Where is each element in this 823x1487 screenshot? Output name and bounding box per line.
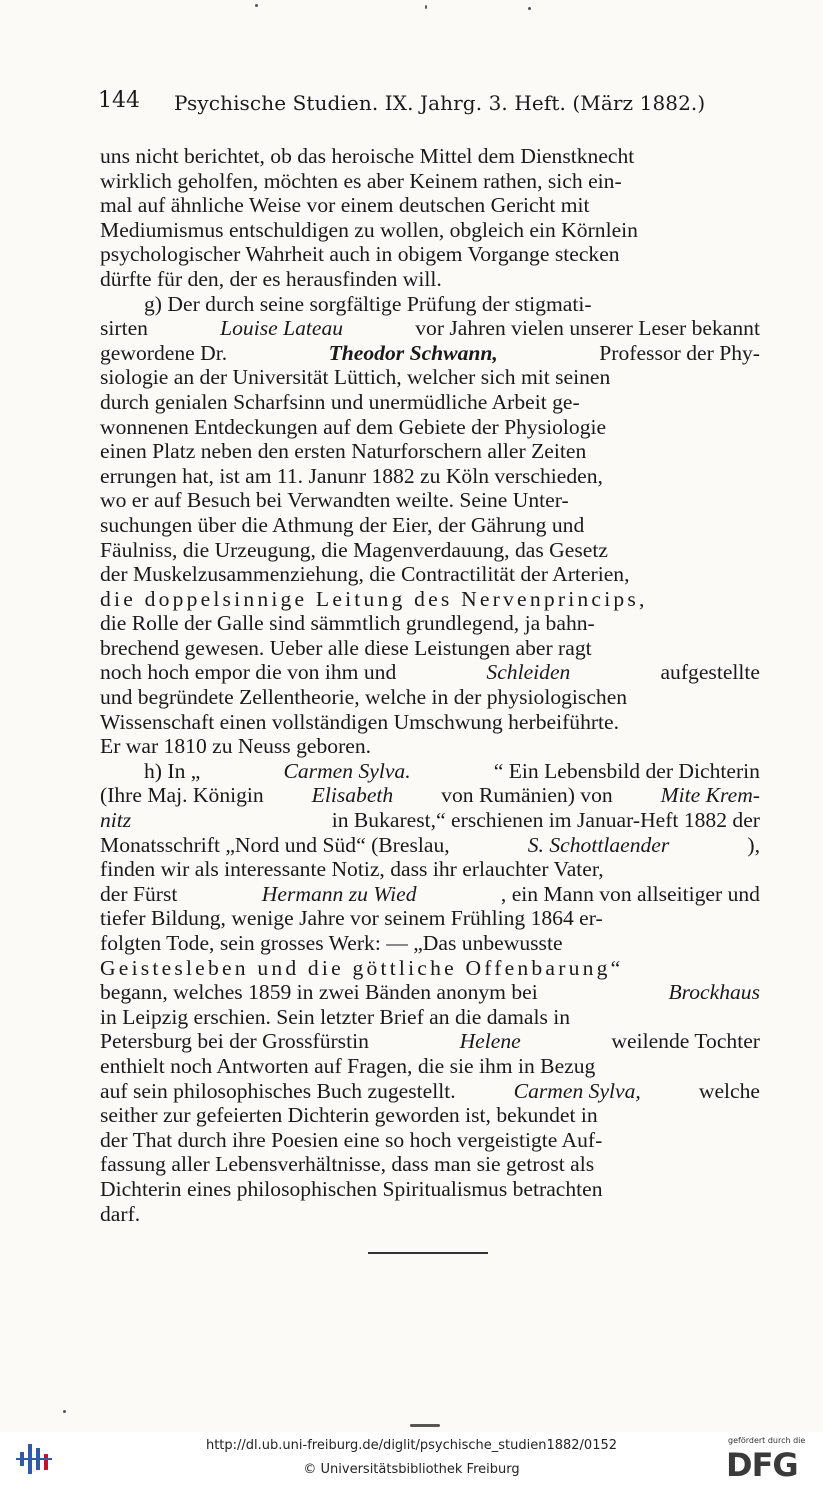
text-segment: wonnenen Entdeckungen auf dem Gebiete der Physiologie xyxy=(100,414,607,439)
text-line xyxy=(100,488,760,513)
text-segment: , ein Mann von allseitiger und xyxy=(500,881,760,906)
scan-speck xyxy=(425,5,427,9)
text-line xyxy=(100,1103,760,1128)
text-segment: “ Ein Lebensbild der Dichterin xyxy=(493,758,760,783)
text-line xyxy=(100,169,760,194)
text-line xyxy=(100,1005,760,1030)
page-header xyxy=(98,88,758,118)
text-line xyxy=(100,759,760,784)
person-name: Elisabeth xyxy=(311,783,394,808)
text-line xyxy=(100,513,760,538)
end-rule-divider xyxy=(368,1252,488,1254)
text-segment: von Rumänien) von xyxy=(441,783,613,808)
text-segment: psychologischer Wahrheit auch in obigem Vorgange stecken xyxy=(100,242,620,267)
text-line xyxy=(100,611,760,636)
text-line xyxy=(100,906,760,931)
copyright-notice: © Universitätsbibliothek Freiburg xyxy=(303,1462,520,1477)
text-segment: (Ihre Maj. Königin xyxy=(100,783,264,808)
text-line xyxy=(100,144,760,169)
text-line xyxy=(100,857,760,882)
text-segment: dürfte für den, der es herausfinden will. xyxy=(100,266,442,291)
body-text xyxy=(100,144,760,1226)
text-line xyxy=(100,783,760,808)
text-line xyxy=(100,341,760,366)
text-line xyxy=(100,242,760,267)
text-line xyxy=(100,538,760,563)
text-line xyxy=(100,365,760,390)
text-segment: begann, welches 1859 in zwei Bänden anonym bei xyxy=(100,980,538,1005)
text-segment: ), xyxy=(747,832,760,857)
text-segment: und begründete Zellentheorie, welche in der physiologischen xyxy=(100,685,628,710)
text-line xyxy=(100,882,760,907)
text-segment: einen Platz neben den ersten Naturforschern aller Zeiten xyxy=(100,439,587,464)
text-segment: tiefer Bildung, wenige Jahre vor seinem Frühling 1864 er- xyxy=(100,906,603,931)
text-line xyxy=(100,833,760,858)
scan-speck xyxy=(528,7,531,10)
text-segment: die Rolle der Galle sind sämmtlich grundlegend, ja bahn- xyxy=(100,611,595,636)
text-line xyxy=(100,636,760,661)
text-segment: auf sein philosophisches Buch zugestellt. xyxy=(100,1078,456,1103)
text-line xyxy=(100,808,760,833)
text-line xyxy=(100,218,760,243)
text-line xyxy=(100,956,760,981)
text-segment: Professor der Phy- xyxy=(599,340,760,365)
text-segment: Geistesleben und die göttliche Offenbarung“ xyxy=(100,955,624,980)
text-segment: brechend gewesen. Ueber alle diese Leistungen aber ragt xyxy=(100,635,592,660)
text-line xyxy=(100,439,760,464)
dfg-logo xyxy=(726,1436,816,1484)
text-segment: Dichterin eines philosophischen Spiritualismus betrachten xyxy=(100,1176,603,1201)
text-line xyxy=(100,660,760,685)
text-segment: fassung aller Lebensverhältnisse, dass man sie getrost als xyxy=(100,1152,595,1177)
text-segment: g) Der durch seine sorgfältige Prüfung der stigmati- xyxy=(144,291,592,316)
text-line xyxy=(100,292,760,317)
text-segment: der That durch ihre Poesien eine so hoch vergeistigte Auf- xyxy=(100,1127,603,1152)
text-segment: wo er auf Besuch bei Verwandten weilte. Seine Unter- xyxy=(100,488,569,513)
source-url[interactable]: http://dl.ub.uni-freiburg.de/diglit/psychische_studien1882/0152 xyxy=(205,1438,618,1453)
page-number: 144 xyxy=(98,88,140,113)
person-name: Helene xyxy=(459,1029,521,1054)
text-segment: darf. xyxy=(100,1201,141,1226)
text-line xyxy=(100,1152,760,1177)
text-segment: Wissenschaft einen vollständigen Umschwung herbeiführte. xyxy=(100,709,620,734)
person-name: Schleiden xyxy=(486,660,571,685)
text-segment: enthielt noch Antworten auf Fragen, die sie ihm in Bezug xyxy=(100,1053,596,1078)
publisher-name: S. Schottlaender xyxy=(527,832,670,857)
text-segment: der Fürst xyxy=(100,881,178,906)
text-segment: weilende Tochter xyxy=(611,1029,760,1054)
text-line xyxy=(100,587,760,612)
person-name: Louise Lateau xyxy=(220,316,344,341)
text-line xyxy=(100,267,760,292)
text-segment: Fäulniss, die Urzeugung, die Magenverdauung, das Gesetz xyxy=(100,537,608,562)
text-line xyxy=(100,734,760,759)
text-line xyxy=(100,562,760,587)
text-segment: siologie an der Universität Lüttich, welcher sich mit seinen xyxy=(100,365,611,390)
text-segment: sirten xyxy=(100,316,148,341)
text-line xyxy=(100,1029,760,1054)
text-segment: Monatsschrift „Nord und Süd“ (Breslau, xyxy=(100,832,450,857)
text-segment: Mediumismus entschuldigen zu wollen, obgleich ein Körnlein xyxy=(100,217,638,242)
dfg-logo-text: DFG xyxy=(726,1446,798,1484)
person-name: Theodor Schwann, xyxy=(328,340,498,365)
text-segment: der Muskelzusammenziehung, die Contractilität der Arterien, xyxy=(100,562,630,587)
text-line xyxy=(100,980,760,1005)
text-segment: h) In „ xyxy=(144,758,201,783)
publisher-name: Brockhaus xyxy=(668,980,760,1005)
running-title: Psychische Studien. IX. Jahrg. 3. Heft. (März 1882.) xyxy=(174,91,706,115)
scan-speck xyxy=(63,1410,66,1413)
person-name: Mite Krem- xyxy=(660,783,760,808)
person-name: Carmen Sylva, xyxy=(513,1078,641,1103)
text-segment: uns nicht berichtet, ob das heroische Mittel dem Dienstknecht xyxy=(100,144,635,168)
text-segment: Er war 1810 zu Neuss geboren. xyxy=(100,734,372,759)
text-line xyxy=(100,316,760,341)
text-segment: durch genialen Scharfsinn und unermüdliche Arbeit ge- xyxy=(100,389,580,414)
text-segment: folgten Tode, sein grosses Werk: — „Das unbewusste xyxy=(100,931,563,955)
text-segment: aufgestellte xyxy=(660,660,760,685)
person-name: Hermann zu Wied xyxy=(261,881,417,906)
text-segment: finden wir als interessante Notiz, dass ihr erlauchter Vater, xyxy=(100,857,604,882)
text-line xyxy=(100,1128,760,1153)
digitization-footer xyxy=(0,1432,823,1487)
text-line xyxy=(100,464,760,489)
text-line xyxy=(100,1079,760,1104)
text-segment: wirklich geholfen, möchten es aber Keinem rathen, sich ein- xyxy=(100,168,622,193)
text-segment: gewordene Dr. xyxy=(100,340,228,365)
text-segment: in Bukarest,“ erschienen im Januar-Heft 1882 der xyxy=(331,808,760,833)
text-segment: in Leipzig erschien. Sein letzter Brief an die damals in xyxy=(100,1004,571,1029)
book-title: Carmen Sylva. xyxy=(283,758,411,783)
text-segment: welche xyxy=(698,1078,760,1103)
text-line xyxy=(100,685,760,710)
text-segment: noch hoch empor die von ihm und xyxy=(100,660,397,685)
text-line xyxy=(100,931,760,956)
text-segment: Petersburg bei der Grossfürstin xyxy=(100,1029,369,1054)
text-segment: seither zur gefeierten Dichterin geworden ist, bekundet in xyxy=(100,1103,598,1128)
dfg-caption: gefördert durch die xyxy=(728,1436,806,1445)
text-segment: vor Jahren vielen unserer Leser bekannt xyxy=(415,316,760,341)
scan-speck xyxy=(410,1424,440,1427)
text-segment: mal auf ähnliche Weise vor einem deutschen Gericht mit xyxy=(100,193,590,218)
text-segment: suchungen über die Athmung der Eier, der Gährung und xyxy=(100,512,585,537)
text-line xyxy=(100,710,760,735)
text-line xyxy=(100,1054,760,1079)
person-name: nitz xyxy=(100,808,132,833)
text-line xyxy=(100,1177,760,1202)
text-segment: die doppelsinnige Leitung des Nervenprincips, xyxy=(100,586,648,611)
text-line xyxy=(100,415,760,440)
text-line xyxy=(100,193,760,218)
text-segment: errungen hat, ist am 11. Janunr 1882 zu Köln verschieden, xyxy=(100,463,603,488)
text-line xyxy=(100,1202,760,1227)
scan-speck xyxy=(255,4,258,7)
text-line xyxy=(100,390,760,415)
